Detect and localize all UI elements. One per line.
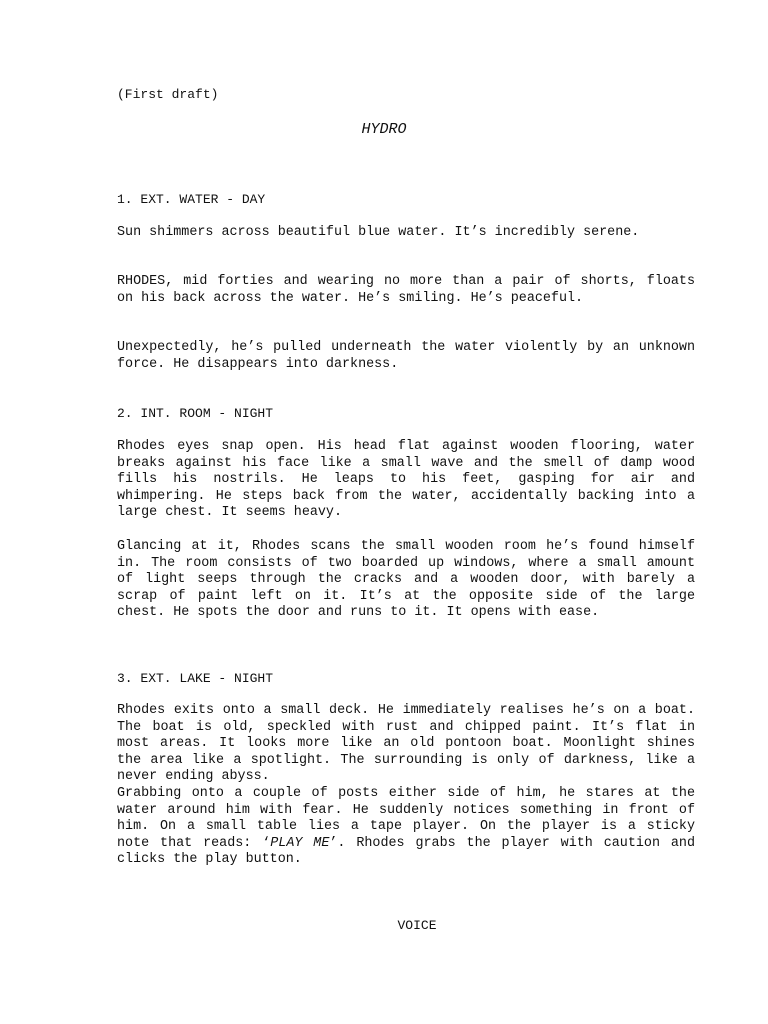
scene-1-paragraph-2: RHODES, mid forties and wearing no more than a pair of shorts, floats on his back across the water. He’s smiling. He’s peaceful. — [117, 274, 695, 306]
script-title: HYDRO — [361, 121, 407, 138]
scene-heading-2: 2. INT. ROOM - NIGHT — [117, 406, 274, 421]
scene-1-paragraph-3: Unexpectedly, he’s pulled underneath the water violently by an unknown force. He disappears into darkness. — [117, 340, 695, 372]
scene-3-paragraph-1: Rhodes exits onto a small deck. He immediately realises he’s on a boat. The boat is old, speckled with rust and chipped paint. It’s flat in most areas. It looks more like an old pontoon boat. Moonlight shines the area like a spotlight. The surrounding is only of darkness, like a never ending abyss. — [117, 703, 695, 784]
character-cue: VOICE — [397, 918, 437, 933]
paragraph-text-before: Grabbing onto a couple of posts either side of him, he stares at the water around him with fear. He suddenly notices something in front of him. On a small table lies a tape player. On the player is a sticky note that reads: ‘ — [117, 786, 695, 851]
note-text: PLAY ME — [270, 835, 330, 851]
scene-2-paragraph-1: Rhodes eyes snap open. His head flat against wooden flooring, water breaks against his face like a small wave and the smell of damp wood fills his nostrils. He leaps to his feet, gasping for air and whimpering. He steps back from the water, accidentally backing into a large chest. It seems heavy. — [117, 439, 695, 520]
scene-2-paragraph-2: Glancing at it, Rhodes scans the small wooden room he’s found himself in. The room consists of two boarded up windows, where a small amount of light seeps through the cracks and a wooden door, with barely a scrap of paint left on it. It’s at the opposite side of the large chest. He spots the door and runs to it. It opens with ease. — [117, 539, 695, 620]
draft-label: (First draft) — [117, 87, 219, 102]
scene-heading-3: 3. EXT. LAKE - NIGHT — [117, 671, 274, 686]
scene-heading-1: 1. EXT. WATER - DAY — [117, 192, 266, 207]
scene-3-paragraph-2 — [117, 786, 695, 869]
paragraph-text-after: ’. Rhodes grabs the player with caution and clicks the play button. — [117, 835, 695, 867]
scene-1-paragraph-1: Sun shimmers across beautiful blue water. It’s incredibly serene. — [117, 225, 640, 240]
